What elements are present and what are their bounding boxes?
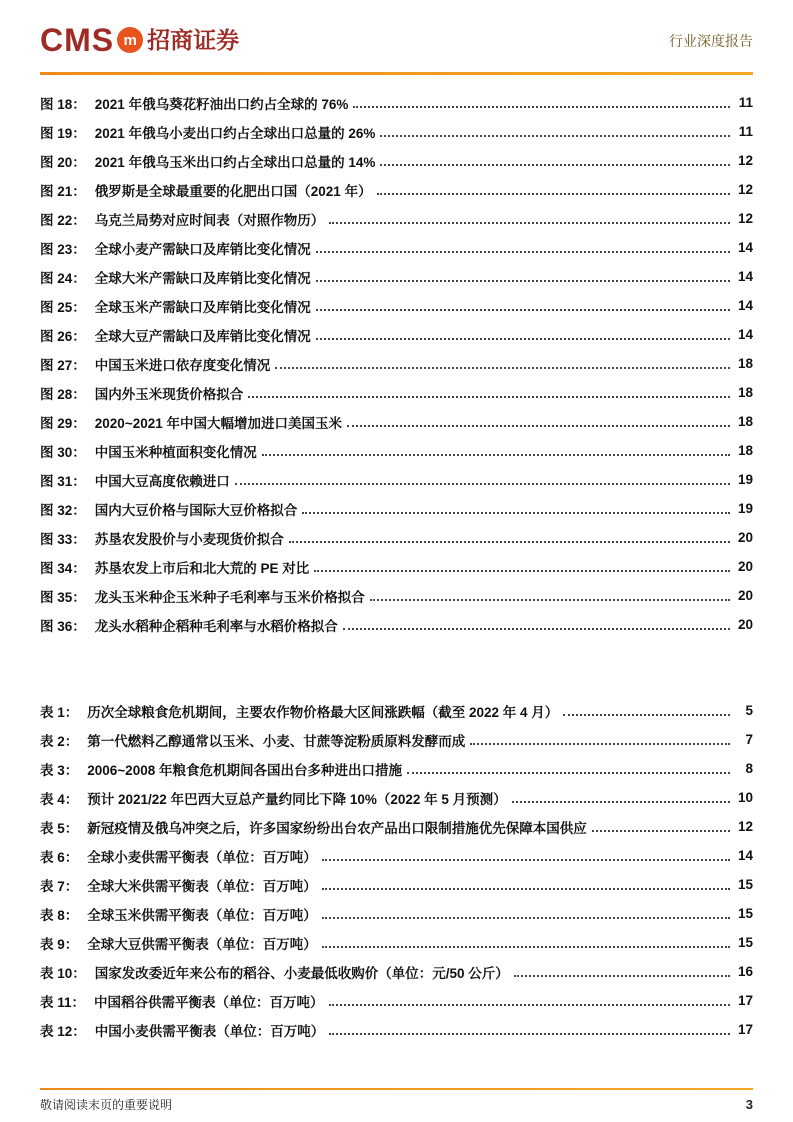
toc-entry-page: 15 <box>737 935 753 950</box>
cms-logo <box>40 24 239 56</box>
toc-entry-page: 15 <box>737 877 753 892</box>
tables-toc-list <box>40 696 753 1044</box>
toc-entry-label: 表 6： <box>40 849 79 865</box>
toc-entry[interactable] <box>40 175 753 204</box>
toc-entry[interactable] <box>40 465 753 494</box>
toc-entry-page: 17 <box>737 1022 753 1037</box>
toc-dot-leader <box>322 917 730 919</box>
toc-entry[interactable] <box>40 291 753 320</box>
toc-dot-leader <box>316 338 730 340</box>
toc-dot-leader <box>514 975 730 977</box>
toc-entry-label: 表 10： <box>40 965 86 981</box>
toc-entry-title: 全球大豆产需缺口及库销比变化情况 <box>94 328 311 344</box>
toc-entry[interactable] <box>40 870 753 899</box>
toc-dot-leader <box>329 1033 730 1035</box>
toc-dot-leader <box>314 570 730 572</box>
toc-entry-page: 14 <box>737 298 753 313</box>
toc-entry-label: 图 33： <box>40 531 86 547</box>
toc-entry[interactable] <box>40 407 753 436</box>
toc-entry-title: 中国玉米种植面积变化情况 <box>94 444 257 460</box>
toc-entry-page: 20 <box>737 530 753 545</box>
toc-entry-label: 图 30： <box>40 444 86 460</box>
toc-dot-leader <box>322 859 730 861</box>
toc-entry-page: 14 <box>737 269 753 284</box>
toc-dot-leader <box>407 772 730 774</box>
toc-dot-leader <box>248 396 730 398</box>
toc-entry-page: 12 <box>737 182 753 197</box>
toc-entry-title: 全球大米产需缺口及库销比变化情况 <box>94 270 311 286</box>
toc-entry[interactable] <box>40 378 753 407</box>
toc-entry-label: 图 25： <box>40 299 86 315</box>
toc-entry-page: 17 <box>737 993 753 1008</box>
toc-dot-leader <box>377 193 730 195</box>
toc-entry[interactable] <box>40 523 753 552</box>
toc-entry-label: 图 26： <box>40 328 86 344</box>
toc-entry-title: 乌克兰局势对应时间表（对照作物历） <box>94 212 325 228</box>
toc-entry-page: 10 <box>737 790 753 805</box>
toc-entry-page: 5 <box>745 703 753 718</box>
toc-entry-page: 14 <box>737 848 753 863</box>
toc-entry-title: 第一代燃料乙醇通常以玉米、小麦、甘蔗等淀粉质原料发酵而成 <box>87 733 466 749</box>
toc-entry[interactable] <box>40 610 753 639</box>
toc-entry-title: 新冠疫情及俄乌冲突之后，许多国家纷纷出台农产品出口限制措施优先保障本国供应 <box>87 820 587 836</box>
toc-entry-title: 国内外玉米现货价格拟合 <box>94 386 244 402</box>
toc-entry[interactable] <box>40 783 753 812</box>
toc-entry[interactable] <box>40 349 753 378</box>
toc-entry-page: 20 <box>737 559 753 574</box>
toc-dot-leader <box>316 309 730 311</box>
toc-entry[interactable] <box>40 436 753 465</box>
toc-entry-page: 20 <box>737 617 753 632</box>
toc-dot-leader <box>370 599 730 601</box>
toc-dot-leader <box>329 222 730 224</box>
toc-entry[interactable] <box>40 146 753 175</box>
toc-entry-label: 表 12： <box>40 1023 86 1039</box>
toc-dot-leader <box>380 164 730 166</box>
toc-entry-page: 14 <box>737 327 753 342</box>
page-header <box>40 24 753 56</box>
toc-entry-label: 图 23： <box>40 241 86 257</box>
toc-entry-page: 12 <box>737 819 753 834</box>
toc-dot-leader <box>322 888 730 890</box>
toc-entry-title: 苏垦农发上市后和北大荒的 PE 对比 <box>94 560 310 576</box>
toc-entry-title: 2006~2008 年粮食危机期间各国出台多种进出口措施 <box>87 762 402 778</box>
toc-entry-page: 18 <box>737 443 753 458</box>
toc-entry-page: 12 <box>737 153 753 168</box>
toc-dot-leader <box>347 425 730 427</box>
toc-entry[interactable] <box>40 262 753 291</box>
toc-entry-label: 图 20： <box>40 154 86 170</box>
toc-dot-leader <box>563 714 730 716</box>
toc-entry-page: 8 <box>745 761 753 776</box>
toc-entry-label: 表 7： <box>40 878 79 894</box>
cms-logo-chinese: 招商证券 <box>147 26 240 53</box>
toc-entry-title: 2021 年俄乌葵花籽油出口约占全球的 76% <box>94 96 349 112</box>
cms-logo-icon: m <box>117 27 143 53</box>
toc-entry-title: 中国稻谷供需平衡表（单位：百万吨） <box>94 994 324 1010</box>
toc-entry-label: 表 1： <box>40 704 79 720</box>
toc-entry[interactable] <box>40 899 753 928</box>
toc-entry[interactable] <box>40 581 753 610</box>
toc-entry-page: 19 <box>737 472 753 487</box>
toc-entry[interactable] <box>40 233 753 262</box>
toc-entry-label: 表 4： <box>40 791 79 807</box>
toc-entry-label: 图 32： <box>40 502 86 518</box>
toc-dot-leader <box>316 280 730 282</box>
toc-entry-page: 12 <box>737 211 753 226</box>
toc-dot-leader <box>512 801 730 803</box>
page-number: 3 <box>745 1097 753 1112</box>
toc-dot-leader <box>380 135 730 137</box>
toc-entry-label: 图 31： <box>40 473 86 489</box>
toc-entry-page: 18 <box>737 414 753 429</box>
table-of-contents <box>40 88 753 1044</box>
footer-disclaimer: 敬请阅读末页的重要说明 <box>40 1098 173 1112</box>
toc-dot-leader <box>353 106 730 108</box>
toc-entry[interactable] <box>40 957 753 986</box>
toc-entry-title: 国家发改委近年来公布的稻谷、小麦最低收购价（单位：元/50 公斤） <box>94 965 509 981</box>
toc-entry-title: 2021 年俄乌玉米出口约占全球出口总量的 14% <box>94 154 376 170</box>
toc-entry[interactable] <box>40 88 753 117</box>
toc-entry[interactable] <box>40 552 753 581</box>
toc-entry-title: 中国大豆高度依赖进口 <box>94 473 230 489</box>
toc-entry-label: 表 2： <box>40 733 79 749</box>
toc-entry-page: 18 <box>737 356 753 371</box>
toc-entry-label: 图 19： <box>40 125 86 141</box>
toc-entry-label: 图 29： <box>40 415 86 431</box>
toc-entry-title: 全球小麦供需平衡表（单位：百万吨） <box>87 849 317 865</box>
toc-entry-title: 2021 年俄乌小麦出口约占全球出口总量的 26% <box>94 125 376 141</box>
toc-entry-page: 19 <box>737 501 753 516</box>
toc-entry[interactable] <box>40 725 753 754</box>
toc-entry[interactable] <box>40 812 753 841</box>
toc-entry-page: 7 <box>745 732 753 747</box>
toc-entry-label: 表 3： <box>40 762 79 778</box>
toc-dot-leader <box>289 541 730 543</box>
header-divider <box>40 72 753 75</box>
toc-entry-label: 图 34： <box>40 560 86 576</box>
cms-logo-text: CMS <box>40 22 115 58</box>
toc-entry-label: 图 21： <box>40 183 86 199</box>
toc-entry-title: 预计 2021/22 年巴西大豆总产量约同比下降 10%（2022 年 5 月预测） <box>87 791 507 807</box>
toc-dot-leader <box>262 454 730 456</box>
toc-entry-page: 16 <box>737 964 753 979</box>
toc-entry-label: 图 36： <box>40 618 86 634</box>
toc-entry[interactable] <box>40 986 753 1015</box>
footer-divider <box>40 1088 753 1090</box>
toc-entry-label: 表 5： <box>40 820 79 836</box>
toc-dot-leader <box>343 628 730 630</box>
toc-entry[interactable] <box>40 494 753 523</box>
toc-entry[interactable] <box>40 841 753 870</box>
toc-entry-page: 14 <box>737 240 753 255</box>
toc-dot-leader <box>329 1004 730 1006</box>
toc-entry-label: 图 24： <box>40 270 86 286</box>
toc-dot-leader <box>470 743 730 745</box>
page-footer <box>40 1096 753 1113</box>
toc-entry-title: 中国玉米进口依存度变化情况 <box>94 357 271 373</box>
toc-entry-title: 全球玉米产需缺口及库销比变化情况 <box>94 299 311 315</box>
toc-entry-label: 表 11： <box>40 994 86 1010</box>
toc-entry-page: 18 <box>737 385 753 400</box>
toc-dot-leader <box>275 367 730 369</box>
toc-entry[interactable] <box>40 928 753 957</box>
toc-entry[interactable] <box>40 204 753 233</box>
toc-entry-page: 11 <box>738 95 753 110</box>
toc-entry-title: 中国小麦供需平衡表（单位：百万吨） <box>94 1023 325 1039</box>
toc-dot-leader <box>322 946 730 948</box>
toc-dot-leader <box>235 483 730 485</box>
toc-entry-label: 表 8： <box>40 907 79 923</box>
toc-entry-title: 全球小麦产需缺口及库销比变化情况 <box>94 241 311 257</box>
toc-entry[interactable] <box>40 754 753 783</box>
toc-entry-title: 国内大豆价格与国际大豆价格拟合 <box>94 502 298 518</box>
toc-entry-title: 全球大豆供需平衡表（单位：百万吨） <box>87 936 317 952</box>
toc-dot-leader <box>592 830 730 832</box>
toc-entry[interactable] <box>40 696 753 725</box>
toc-entry[interactable] <box>40 1015 753 1044</box>
toc-entry-label: 表 9： <box>40 936 79 952</box>
toc-entry-title: 全球玉米供需平衡表（单位：百万吨） <box>87 907 317 923</box>
toc-entry[interactable] <box>40 117 753 146</box>
toc-entry-title: 龙头水稻种企稻种毛利率与水稻价格拟合 <box>94 618 338 634</box>
toc-entry-label: 图 18： <box>40 96 86 112</box>
toc-entry-title: 历次全球粮食危机期间，主要农作物价格最大区间涨跌幅（截至 2022 年 4 月） <box>87 704 559 720</box>
toc-entry-title: 龙头玉米种企玉米种子毛利率与玉米价格拟合 <box>94 589 365 605</box>
toc-dot-leader <box>302 512 730 514</box>
figures-toc-list <box>40 88 753 639</box>
toc-entry-title: 2020~2021 年中国大幅增加进口美国玉米 <box>94 415 342 431</box>
toc-entry-label: 图 22： <box>40 212 86 228</box>
toc-dot-leader <box>316 251 730 253</box>
toc-entry[interactable] <box>40 320 753 349</box>
toc-entry-label: 图 35： <box>40 589 86 605</box>
toc-entry-page: 20 <box>737 588 753 603</box>
toc-entry-page: 11 <box>738 124 753 139</box>
toc-entry-page: 15 <box>737 906 753 921</box>
toc-entry-title: 俄罗斯是全球最重要的化肥出口国（2021 年） <box>94 183 372 199</box>
toc-entry-title: 苏垦农发股价与小麦现货价拟合 <box>94 531 284 547</box>
toc-entry-label: 图 28： <box>40 386 86 402</box>
report-type-label: 行业深度报告 <box>669 33 753 49</box>
toc-entry-title: 全球大米供需平衡表（单位：百万吨） <box>87 878 317 894</box>
toc-entry-label: 图 27： <box>40 357 86 373</box>
